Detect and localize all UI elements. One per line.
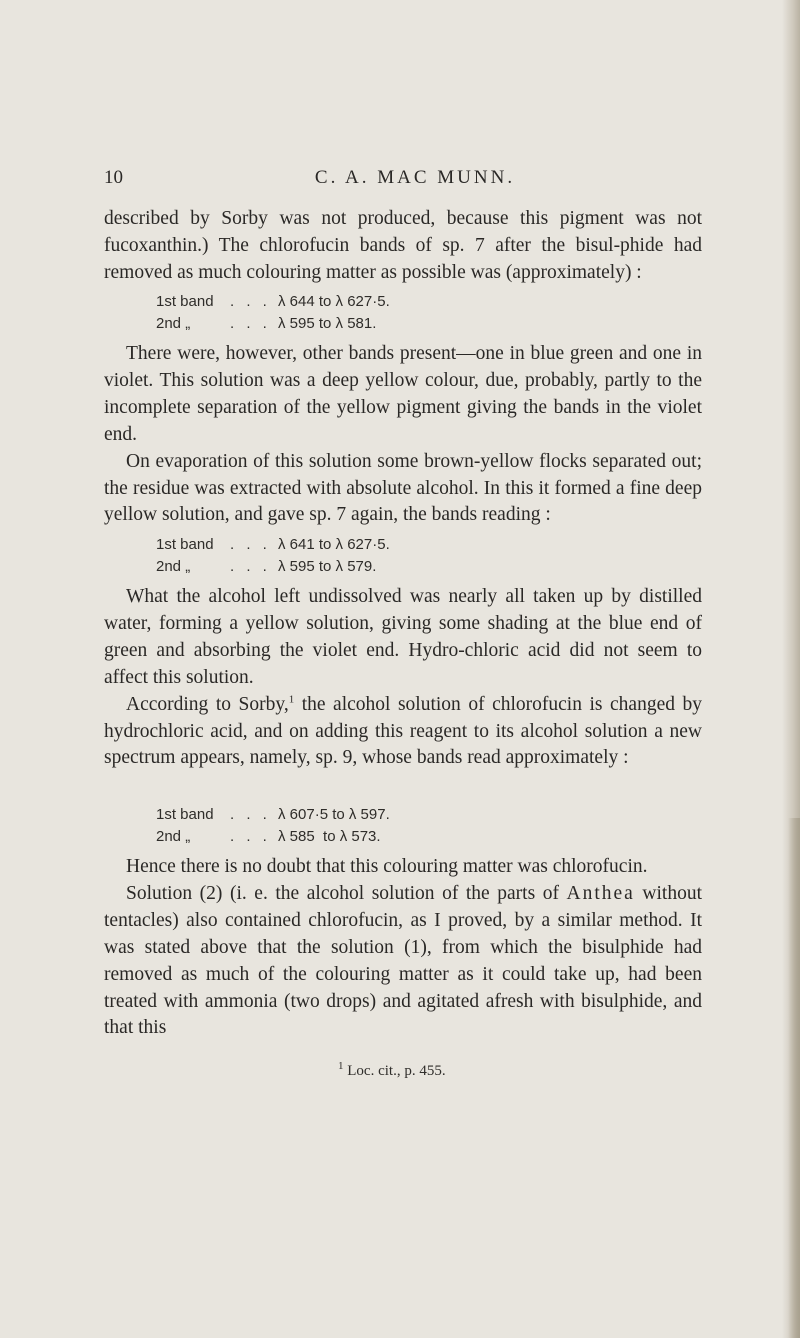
band-range: λ 585 to λ 573. [278,827,381,845]
band-range: λ 607·5 to λ 597. [278,806,390,823]
band-row [156,313,390,335]
band-label: 2nd „ [156,557,191,575]
paragraph-6-text: Hence there is no doubt that this colouring matter was chlorofucin. [126,856,648,877]
running-head: C. A. MAC MUNN. [314,167,516,188]
paragraph-5-start: According to Sorby, [126,693,289,715]
paragraph-7-start: Solution (2) (i. e. the alcohol solution of the parts of [126,882,567,904]
footnote-marker: 1 [338,1060,344,1072]
paragraph-7-rest: without tentacles) also contained chlorofucin, as I proved, by a similar method. It was stated above that the solution (1), from which the bisulphide had removed as much of the colouring matter as it could take up, had been treated with ammonia (two drops) and agitated afresh with bisulphide, and that this [104,882,702,1039]
band-row [156,291,390,313]
band-row [156,534,390,556]
band-label: 1st band [156,536,214,553]
footnote-reference: 1 [288,693,295,706]
band-label: 1st band [156,293,214,310]
band-table-3 [156,804,390,847]
paragraph-5 [104,692,702,773]
band-row [156,804,390,826]
page-number: 10 [104,167,123,188]
paragraph-1-text: described by Sorby was not produced, because this pigment was not fucoxanthin.) The chlorofucin bands of sp. 7 after the bisul-phide had removed as much colouring matter as possible was (approximately) : [104,208,702,283]
band-dots: . . . [230,314,271,332]
band-range: λ 595 to λ 581. [278,314,377,332]
paragraph-5-rest: the alcohol solution of chlorofucin is changed by hydrochloric acid, and on adding this reagent to its alcohol solution a new spectrum appears, namely, sp. 9, whose bands read approximately : [104,693,702,769]
band-row [156,826,390,848]
paragraph-7 [104,881,702,1042]
band-dots: . . . [230,293,271,310]
paragraph-2-text: There were, however, other bands present—one in blue green and one in violet. This solution was a deep yellow colour, due, probably, partly to the incomplete separation of the yellow pigment giving the bands in the violet end. [104,343,702,445]
paragraph-3-text: On evaporation of this solution some brown-yellow flocks separated out; the residue was extracted with absolute alcohol. In this it formed a fine deep yellow solution, and gave sp. 7 again, the bands reading : [104,450,702,526]
band-range: λ 644 to λ 627·5. [278,293,390,310]
band-dots: . . . [230,806,271,823]
band-table-2 [156,534,390,577]
genus-name: Anthea [566,882,635,904]
band-label: 2nd „ [156,314,191,332]
band-dots: . . . [230,536,271,553]
band-range: λ 595 to λ 579. [278,557,377,575]
band-dots: . . . [230,557,271,575]
footnote [338,1060,446,1080]
band-row [156,556,390,578]
footnote-text: Loc. cit., p. 455. [343,1063,446,1079]
page-header [104,167,704,193]
paragraph-4-text: What the alcohol left undissolved was nearly all taken up by distilled water, forming a yellow solution, giving some shading at the blue end of green and absorbing the violet end. Hydro-chloric acid did not seem to affect this solution. [104,586,702,688]
paragraph-1 [104,206,702,287]
band-range: λ 641 to λ 627·5. [278,536,390,553]
band-table-1 [156,291,390,334]
band-dots: . . . [230,827,271,845]
page-edge-shadow-bottom [788,818,800,1338]
paragraph-block-2 [104,341,702,529]
band-label: 1st band [156,806,214,823]
paragraph-block-3 [104,584,702,772]
band-label: 2nd „ [156,827,191,845]
paragraph-block-4 [104,854,702,1042]
